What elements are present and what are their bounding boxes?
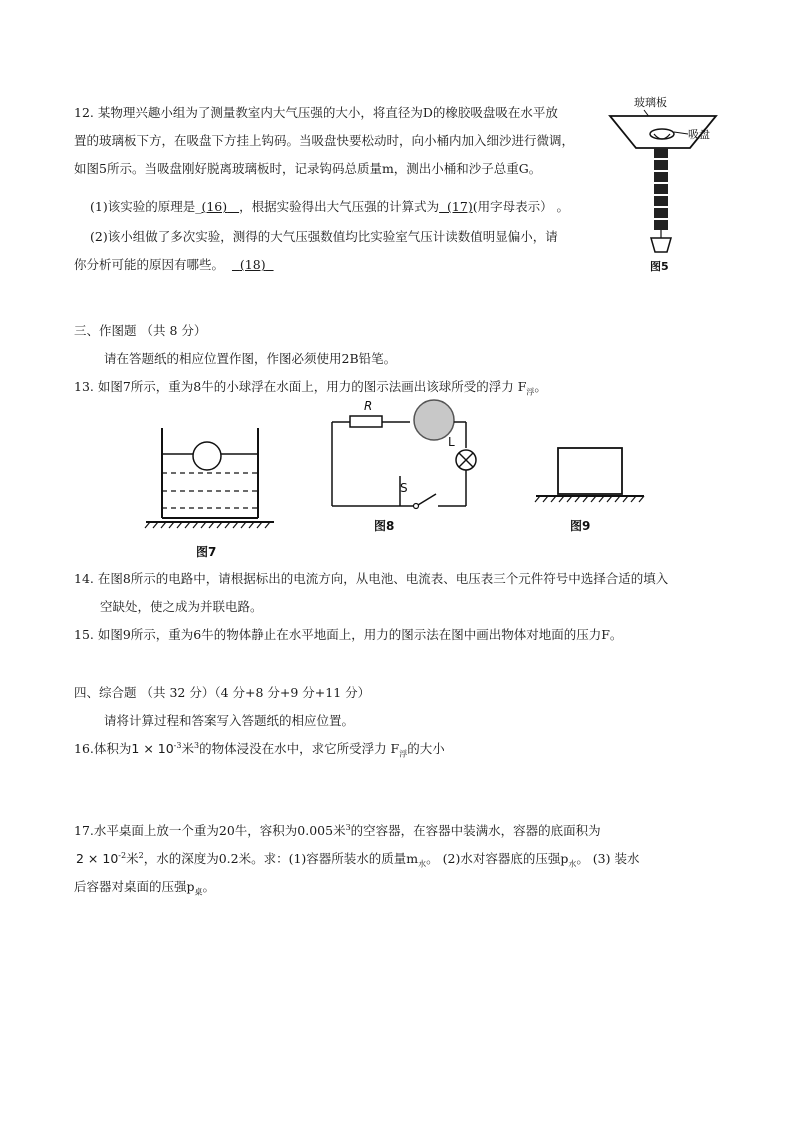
q17-area-unit-exp: 2 bbox=[138, 850, 144, 860]
q13-subscript: 浮 bbox=[526, 387, 535, 397]
answer-blank-17 bbox=[439, 199, 473, 214]
q12-line-1: 12. 某物理兴趣小组为了测量教室内大气压强的大小，将直径为D的橡胶吸盘吸在水平放 bbox=[74, 105, 558, 120]
q16-post: 的物体浸没在水中，求它所受浮力 F bbox=[199, 741, 400, 756]
q17-part-b: 。 (2)水对容器底的压强p bbox=[426, 851, 569, 866]
fig8-caption: 图8 bbox=[374, 519, 395, 533]
suction-cup-shape bbox=[650, 129, 674, 139]
q17-part-c: 。 (3) 装水 bbox=[576, 851, 640, 866]
q12-sub-question-1 bbox=[90, 198, 569, 216]
q17-part-a-sub: 水 bbox=[418, 859, 427, 869]
switch-pivot bbox=[414, 504, 419, 509]
q16-unit-exponent: 3 bbox=[193, 740, 200, 750]
figure-8-circuit bbox=[320, 396, 480, 536]
q12-sub2-text: 你分析可能的原因有哪些。 bbox=[74, 257, 225, 272]
q12-line-3: 如图5所示。当吸盘刚好脱离玻璃板时，记录钩码总质量m，测出小桶和沙子总重G。 bbox=[74, 161, 542, 176]
q14-line-2: 空缺处，使之成为并联电路。 bbox=[100, 599, 263, 614]
q15-text: 15. 如图9所示，重为6牛的物体静止在水平地面上，用力的图示法在图中画出物体对地面的压力F。 bbox=[74, 627, 623, 642]
section-4-instruction: 请将计算过程和答案写入答题纸的相应位置。 bbox=[104, 713, 355, 728]
fig8-s-label: S bbox=[400, 481, 408, 495]
resistor-shape bbox=[350, 416, 382, 427]
q16-subscript: 浮 bbox=[399, 749, 408, 759]
hook-weights-chain bbox=[654, 148, 668, 238]
fig7-caption: 图7 bbox=[196, 545, 217, 559]
figure-9-block-on-ground bbox=[530, 440, 650, 536]
q17-part-a: ，水的深度为0.2米。求：(1)容器所装水的质量m bbox=[143, 851, 419, 866]
blank-component-slot-top bbox=[414, 400, 454, 440]
q16-unit: 米 bbox=[181, 741, 194, 756]
q13-text bbox=[74, 378, 547, 396]
q16-pre: 16.体积为 bbox=[74, 741, 132, 756]
switch-lever bbox=[418, 494, 436, 505]
answer-blank-18-label: (18) bbox=[239, 257, 266, 272]
section-4-heading: 四、综合题 （共 32 分）（4 分+8 分+9 分+11 分） bbox=[74, 685, 371, 700]
q17-part-b-sub: 水 bbox=[568, 859, 577, 869]
q12-sub1-post: (用字母表示） 。 bbox=[472, 199, 570, 214]
sand-bucket-shape bbox=[651, 238, 671, 252]
fig9-caption: 图9 bbox=[570, 519, 591, 533]
q17-line3-sub: 桌 bbox=[194, 887, 203, 897]
answer-blank-16-fill bbox=[227, 199, 239, 214]
fig8-l-label: L bbox=[448, 435, 455, 449]
q17-area-exp: -2 bbox=[118, 850, 127, 860]
q12-sub1-mid: ，根据实验得出大气压强的计算式为 bbox=[239, 199, 440, 214]
q12-sub1-pre: (1)该实验的原理是_ bbox=[90, 199, 202, 214]
fig5-glass-label: 玻璃板 bbox=[634, 96, 667, 109]
floating-ball-shape bbox=[193, 442, 221, 470]
section-3-instruction: 请在答题纸的相应位置作图，作图必须使用2B铅笔。 bbox=[104, 351, 397, 366]
q17-area-value: 2 × 10 bbox=[76, 851, 119, 866]
q17-line1-post: 的空容器，在容器中装满水，容器的底面积为 bbox=[350, 823, 601, 838]
answer-blank-16: (16) bbox=[201, 199, 228, 214]
q17-line3-pre: 后容器对桌面的压强p bbox=[74, 879, 195, 894]
q16-value: 1 × 10 bbox=[131, 741, 174, 756]
figure-7-floating-ball bbox=[140, 420, 280, 560]
q17-line1-pre: 17.水平桌面上放一个重为20牛，容积为0.005米 bbox=[74, 823, 346, 838]
q17-line-2 bbox=[76, 850, 639, 868]
fig8-r-label: R bbox=[364, 399, 373, 413]
q17-line-1 bbox=[74, 822, 601, 840]
fig5-cup-label: 吸盘 bbox=[688, 128, 710, 141]
q17-area-unit: 米 bbox=[126, 851, 139, 866]
block-shape bbox=[558, 448, 622, 494]
q12-sub2-line-2 bbox=[74, 256, 274, 274]
answer-blank-17-label: (17) bbox=[447, 199, 473, 214]
q17-line1-exp: 3 bbox=[345, 822, 351, 832]
q13-body: 13. 如图7所示，重为8牛的小球浮在水面上，用力的图示法画出该球所受的浮力 F bbox=[74, 379, 527, 394]
q13-end: 。 bbox=[534, 379, 547, 394]
fig5-caption: 图5 bbox=[650, 260, 669, 273]
q16-text bbox=[74, 740, 445, 758]
q14-line-1: 14. 在图8所示的电路中，请根据标出的电流方向，从电池、电流表、电压表三个元件符号中选择合适的填入 bbox=[74, 571, 669, 586]
figure-5-suction-cup bbox=[604, 92, 724, 282]
q16-exponent: -3 bbox=[173, 740, 182, 750]
q12-line-2: 置的玻璃板下方，在吸盘下方挂上钩码。当吸盘快要松动时，向小桶内加入细沙进行微调， bbox=[74, 133, 575, 148]
section-3-heading: 三、作图题 （共 8 分） bbox=[74, 323, 207, 338]
q17-line-3 bbox=[74, 878, 215, 896]
q17-line3-end: 。 bbox=[202, 879, 216, 894]
q12-sub2-line-1: (2)该小组做了多次实验，测得的大气压强数值均比实验室气压计读数值明显偏小，请 bbox=[90, 229, 558, 244]
answer-blank-18 bbox=[232, 257, 274, 272]
q16-end: 的大小 bbox=[407, 741, 445, 756]
